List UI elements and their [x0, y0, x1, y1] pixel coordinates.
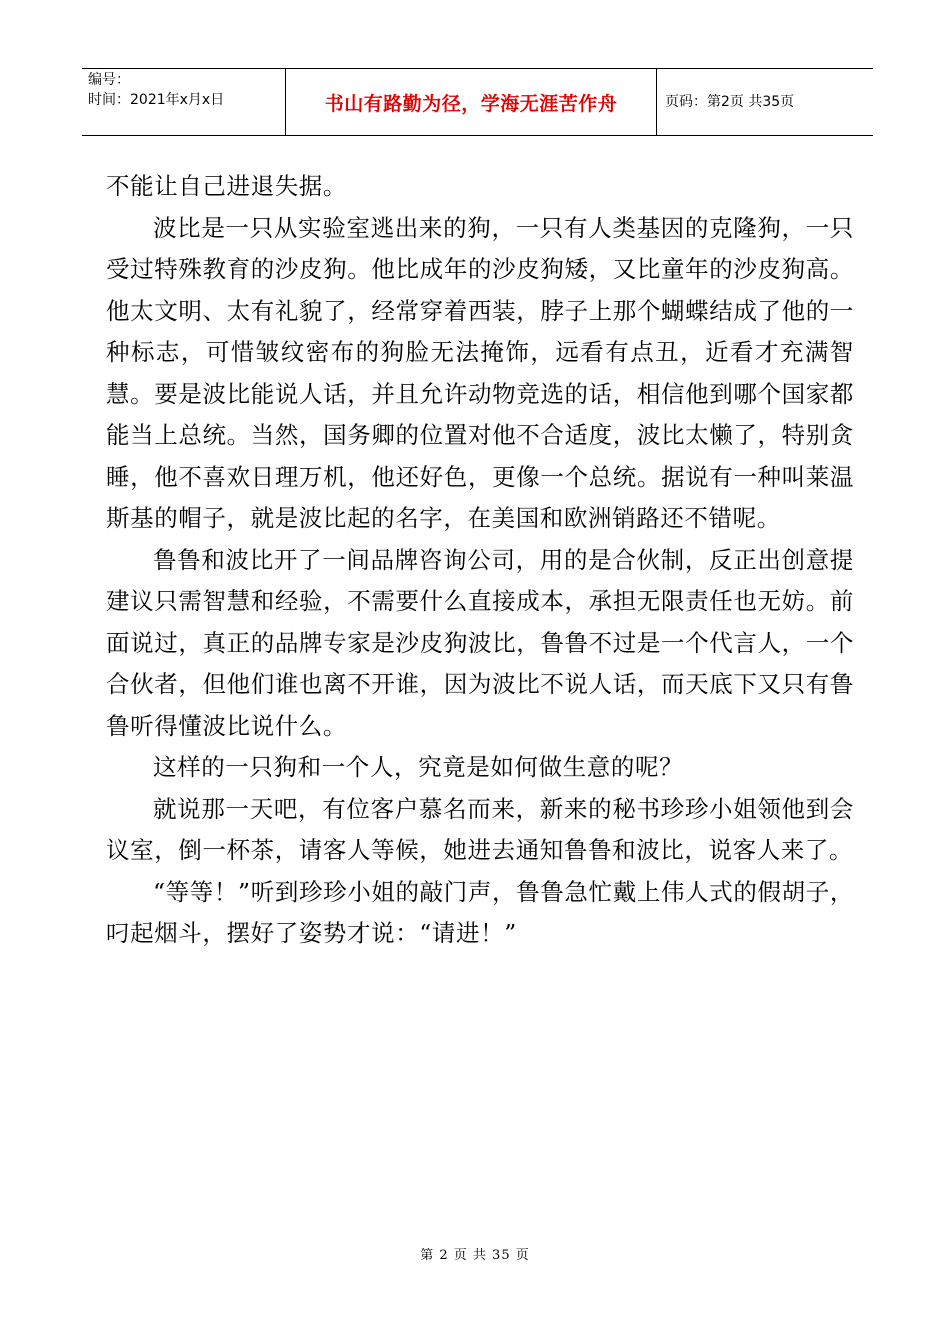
paragraph: 不能让自己进退失据。 [106, 172, 347, 200]
header-meta-cell [82, 69, 285, 135]
document-body [106, 166, 854, 955]
page-code: 页码：第2页 共35页 [665, 94, 795, 110]
page-footer: 第 2 页 共 35 页 [420, 1248, 530, 1263]
document-header [82, 68, 873, 136]
paragraph: 鲁鲁和波比开了一间品牌咨询公司，用的是合伙制，反正出创意提建议只需智慧和经验，不需要什么直接成本，承担无限责任也无妨。前面说过，真正的品牌专家是沙皮狗波比，鲁鲁不过是一个代言人，一个合伙者，但他们谁也离不开谁，因为波比不说人话，而天底下又只有鲁鲁听得懂波比说什么。 [106, 545, 854, 740]
header-motto-cell [285, 69, 657, 135]
serial-number-label: 编号： [88, 72, 130, 88]
paragraph: 这样的一只狗和一个人，究竟是如何做生意的呢？ [153, 753, 684, 781]
motto-text: 书山有路勤为径，学海无涯苦作舟 [324, 92, 618, 115]
paragraph: 波比是一只从实验室逃出来的狗，一只有人类基因的克隆狗，一只受过特殊教育的沙皮狗。他比成年的沙皮狗矮，又比童年的沙皮狗高。他太文明、太有礼貌了，经常穿着西装，脖子上那个蝴蝶结成了他的一种标志，可惜皱纹密布的狗脸无法掩饰，远看有点丑，近看才充满智慧。要是波比能说人话，并且允许动物竞选的话，相信他到哪个国家都能当上总统。当然，国务卿的位置对他不合适度，波比太懒了，特别贪睡，他不喜欢日理万机，他还好色，更像一个总统。据说有一种叫莱温斯基的帽子，就是波比起的名字，在美国和欧洲销路还不错呢。 [106, 213, 854, 532]
paragraph: 就说那一天吧，有位客户慕名而来，新来的秘书珍珍小姐领他到会议室，倒一杯茶，请客人等候，她进去通知鲁鲁和波比，说客人来了。 [106, 794, 854, 864]
header-page-cell [657, 69, 873, 135]
date-line: 时间：2021年x月x日 [88, 92, 225, 108]
paragraph: “等等！”听到珍珍小姐的敲门声，鲁鲁急忙戴上伟人式的假胡子，叼起烟斗，摆好了姿势才说：“请进！” [106, 877, 854, 947]
